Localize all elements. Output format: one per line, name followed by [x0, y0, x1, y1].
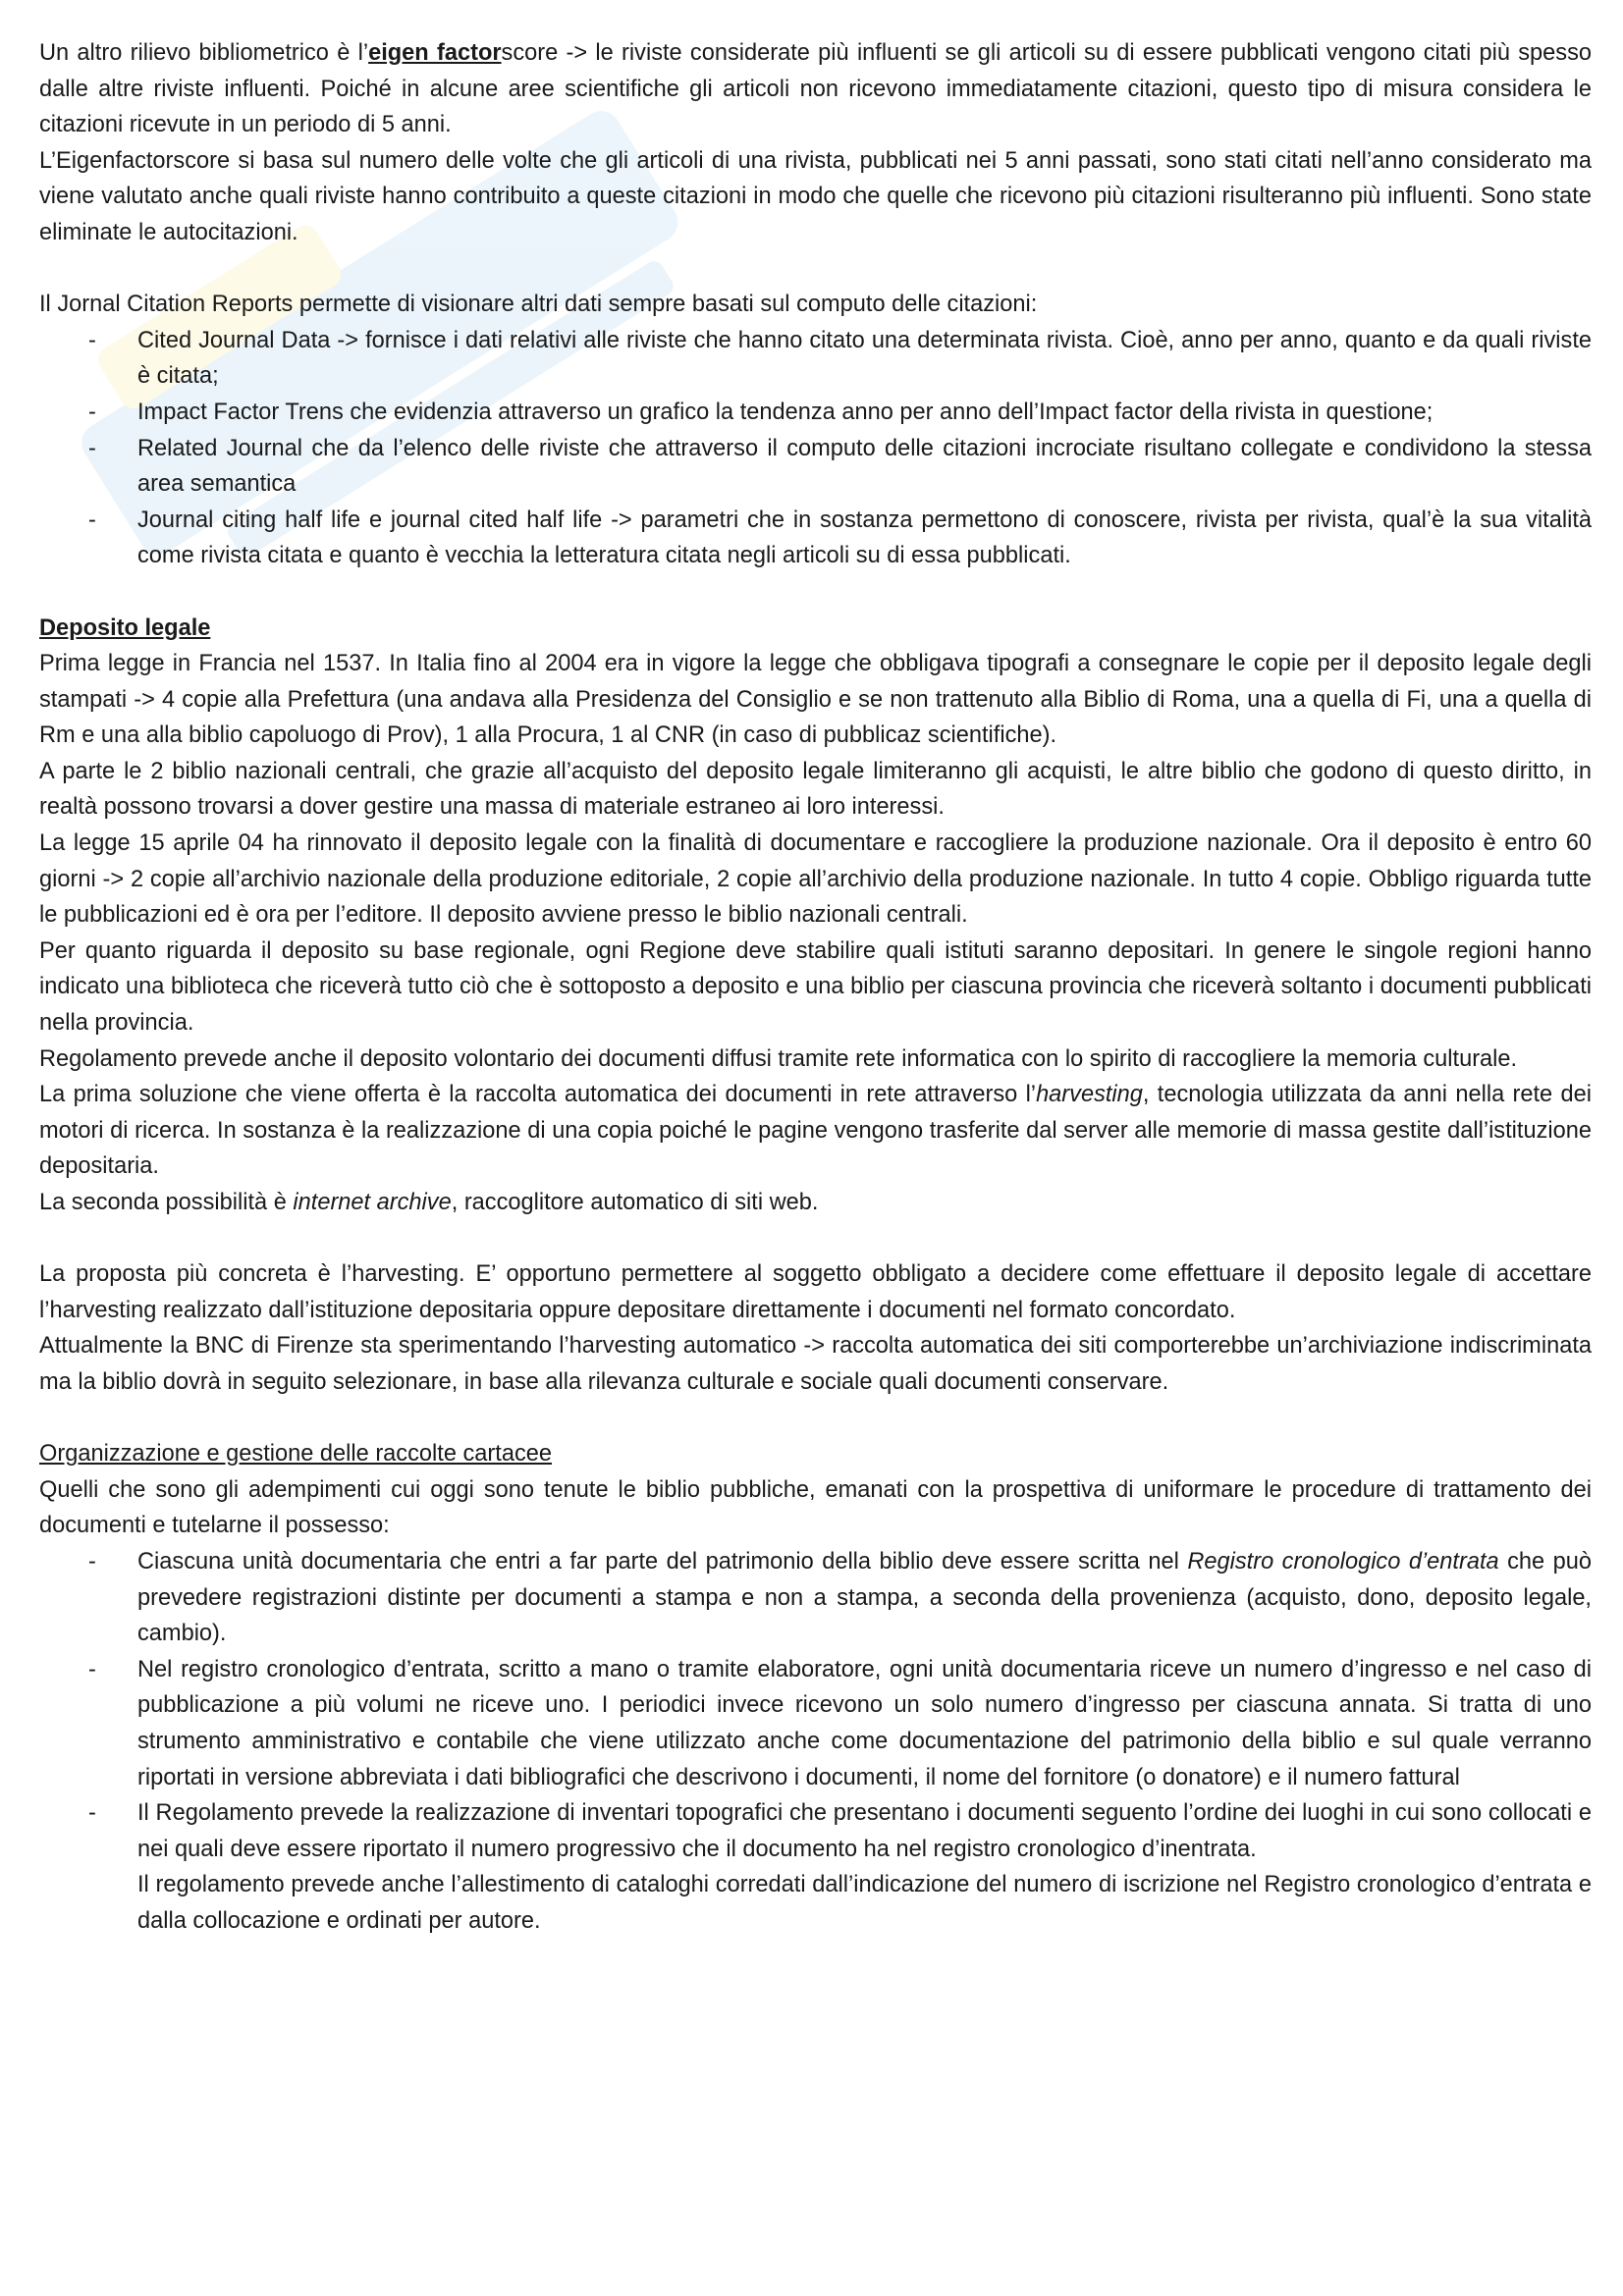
organizzazione-intro: Quelli che sono gli adempimenti cui oggi sono tenute le biblio pubbliche, emanati con la prospettiva di uniformare le procedure di trattamento dei documenti e tutelarne il possesso: [39, 1476, 1592, 1539]
list-item [39, 395, 1592, 431]
p7-pre: La seconda possibilità è [39, 1190, 294, 1215]
eigen-paragraph-2: L’Eigenfactorscore si basa sul numero delle volte che gli articoli di una rivista, pubblicati nei 5 anni passati, sono stati citati nell’anno considerato ma viene valutato anche quali riviste hanno contribuito a queste citazioni in modo che quelle che ricevono più citazioni risulteranno più influenti. Sono state eliminate le autocitazioni. [39, 147, 1592, 245]
list-item-text: Impact Factor Trens che evidenzia attraverso un grafico la tendenza anno per anno dell’Impact factor della rivista in questione; [137, 399, 1434, 425]
eigen-paragraph [39, 35, 1592, 143]
p6-pre: La prima soluzione che viene offerta è la raccolta automatica dei documenti in rete attraverso l’ [39, 1082, 1037, 1108]
list-item-text: Related Journal che da l’elenco delle riviste che attraverso il computo delle citazioni incrociate risultano collegate e condividono la stessa area semantica [137, 435, 1592, 498]
list-item [39, 503, 1592, 574]
item1-post: che può prevedere registrazioni distinte per documenti a stampa e non a stampa, a seconda della provenienza (acquisto, dono, deposito legale, cambio). [137, 1548, 1592, 1647]
list-item-text: Cited Journal Data -> fornisce i dati relativi alle riviste che hanno citato una determinata rivista. Cioè, anno per anno, quanto e da quali riviste è citata; [137, 327, 1592, 390]
deposito-paragraph-2: A parte le 2 biblio nazionali centrali, che grazie all’acquisto del deposito legale limiteranno gli acquisti, le altre biblio che godono di questo diritto, in realtà possono trovarsi a dover gestire una massa di materiale estraneo ai loro interessi. [39, 758, 1592, 821]
bullet-dash: - [88, 435, 96, 461]
jcr-intro: Il Jornal Citation Reports permette di visionare altri dati sempre basati sul computo delle citazioni: [39, 292, 1038, 318]
harvesting-term: harvesting [1036, 1082, 1143, 1108]
organizzazione-heading: Organizzazione e gestione delle raccolte cartacee [39, 1441, 552, 1468]
deposito-paragraph-7 [39, 1185, 1592, 1221]
p6-post: , tecnologia utilizzata da anni nella rete dei motori di ricerca. In sostanza è la realizzazione di una copia poiché le pagine vengono trasferite dal server alle memorie di massa gestite dall’istituzione depositaria. [39, 1082, 1592, 1180]
jcr-list [39, 323, 1592, 574]
p7-post: , raccoglitore automatico di siti web. [451, 1190, 819, 1215]
list-item [39, 1652, 1592, 1795]
eigen-text-pre: Un altro rilievo bibliometrico è l’ [39, 40, 369, 66]
deposito-paragraph-4: Per quanto riguarda il deposito su base regionale, ogni Regione deve stabilire quali istituti saranno depositari. In genere le singole regioni hanno indicato una biblioteca che riceverà tutto ciò che è sottoposto a deposito e una biblio per ciascuna provincia che riceverà soltanto i documenti pubblicati nella provincia. [39, 937, 1592, 1037]
eigen-factor-term: eigen factor [368, 40, 502, 66]
list-item-text: Nel registro cronologico d’entrata, scritto a mano o tramite elaboratore, ogni unità documentaria riceve un numero d’ingresso e nel caso di pubblicazione a più volumi ne riceve uno. I periodici invece ricevono un solo numero d’ingresso per ciascuna annata. Si tratta di uno strumento amministrativo e contabile che viene utilizzato anche come documentazione del patrimonio della biblio e sul quale verranno riportati in versione abbreviata i dati bibliografici che descrivono i documenti, il nome del fornitore (o donatore) e il numero fattural [137, 1656, 1592, 1790]
list-item-text: Il Regolamento prevede la realizzazione di inventari topografici che presentano i documenti seguento l’ordine dei luoghi in cui sono collocati e nei quali deve essere riportato il numero progressivo che il documento ha nel registro cronologico d’inentrata. [137, 1800, 1592, 1862]
organizzazione-list [39, 1544, 1592, 1940]
bullet-dash: - [88, 1656, 96, 1682]
deposito-paragraph-5: Regolamento prevede anche il deposito volontario dei documenti diffusi tramite rete informatica con lo spirito di raccogliere la memoria culturale. [39, 1045, 1518, 1072]
internet-archive-term: internet archive [293, 1190, 452, 1215]
list-item-text [137, 1544, 1592, 1652]
list-item [39, 323, 1592, 395]
bullet-dash: - [88, 507, 96, 533]
bullet-dash: - [88, 1548, 96, 1575]
item1-pre: Ciascuna unità documentaria che entri a far parte del patrimonio della biblio deve essere scritta nel [137, 1548, 1188, 1575]
deposito-paragraph-6 [39, 1077, 1592, 1185]
registro-term: Registro cronologico d’entrata [1187, 1548, 1499, 1575]
list-item [39, 431, 1592, 503]
deposito-paragraph-8: La proposta più concreta è l’harvesting. E’ opportuno permettere al soggetto obbligato a decidere come effettuare il deposito legale di accettare l’harvesting realizzato dall’istituzione depositaria oppure depositare direttamente i documenti nel formato concordato. [39, 1261, 1592, 1323]
document-page [39, 35, 1592, 1939]
deposito-paragraph-1: Prima legge in Francia nel 1537. In Italia fino al 2004 era in vigore la legge che obbligava tipografi a consegnare le copie per il deposito legale degli stampati -> 4 copie alla Prefettura (una andava alla Presidenza del Consiglio e se non trattenuto alla Biblio di Roma, una a quella di Fi, una a quella di Rm e una alla biblio capoluogo di Prov), 1 alla Procura, 1 al CNR (in caso di pubblicaz scientifiche). [39, 651, 1592, 749]
list-item [39, 1544, 1592, 1652]
bullet-dash: - [88, 399, 96, 425]
bullet-dash: - [88, 327, 96, 353]
eigen-text-post: score -> le riviste considerate più influenti se gli articoli su di essere pubblicati vengono citati più spesso dalle altre riviste influenti. Poiché in alcune aree scientifiche gli articoli non ricevono immediatamente citazioni, questo tipo di misura considera le citazioni ricevute in un periodo di 5 anni. [39, 40, 1593, 138]
deposito-paragraph-9: Attualmente la BNC di Firenze sta sperimentando l’harvesting automatico -> raccolta automatica dei siti comporterebbe un’archiviazione indiscriminata ma la biblio dovrà in seguito selezionare, in base alla rilevanza culturale e sociale quali documenti conservare. [39, 1333, 1592, 1395]
deposito-heading: Deposito legale [39, 614, 211, 641]
list-item-extra-text: Il regolamento prevede anche l’allestimento di cataloghi corredati dall’indicazione del numero di iscrizione nel Registro cronologico d’entrata e dalla collocazione e ordinati per autore. [137, 1872, 1592, 1934]
deposito-paragraph-3: La legge 15 aprile 04 ha rinnovato il deposito legale con la finalità di documentare e raccogliere la produzione nazionale. Ora il deposito è entro 60 giorni -> 2 copie all’archivio nazionale della produzione editoriale, 2 copie all’archivio della produzione nazionale. In tutto 4 copie. Obbligo riguarda tutte le pubblicazioni ed è ora per l’editore. Il deposito avviene presso le biblio nazionali centrali. [39, 830, 1592, 929]
list-item [39, 1795, 1592, 1939]
list-item-text: Journal citing half life e journal cited half life -> parametri che in sostanza permettono di conoscere, rivista per rivista, qual’è la sua vitalità come rivista citata e quanto è vecchia la letteratura citata negli articoli su di essa pubblicati. [137, 507, 1592, 569]
bullet-dash: - [88, 1800, 96, 1827]
